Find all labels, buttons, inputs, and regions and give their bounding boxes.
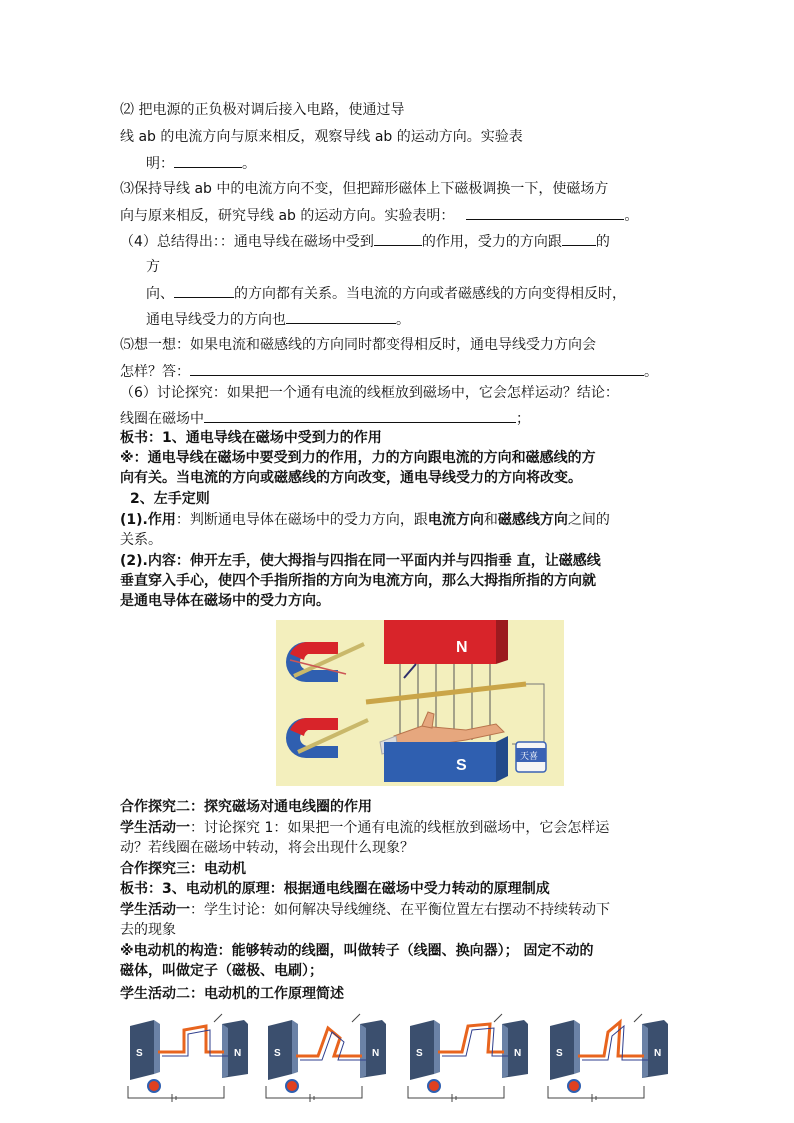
lefthand-use-line2: 关系。 (120, 532, 162, 548)
pole-n-label: N (372, 1048, 380, 1059)
q2-line3 (146, 153, 256, 174)
answer-blank[interactable] (204, 408, 516, 423)
q3-line2-post: 。 (624, 208, 639, 224)
q3-line2 (120, 205, 638, 226)
q6-line1: （6）讨论探究：如果把一个通有电流的线框放到磁场中，它会怎样运动？结论： (120, 385, 619, 401)
q4-line1-b: 的作用，受力的方向跟 (421, 234, 562, 250)
coop2-title: 合作探究二：探究磁场对通电线圈的作用 (120, 799, 372, 815)
pole-s-label: S (456, 757, 467, 774)
lefthand-content1: (2).内容：伸开左手，使大拇指与四指在同一平面内并与四指垂 直，让磁感线 (120, 553, 601, 569)
lefthand-use-c: 电流方向 (427, 512, 484, 528)
pole-n-label: N (234, 1048, 242, 1059)
board1-line1: ※：通电导线在磁场中要受到力的作用，力的方向跟电流的方向和磁感线的方 (120, 450, 596, 466)
q4-line1-c: 的 (595, 234, 610, 250)
coop3-act1-line2: 去的现象 (120, 922, 176, 938)
q5-line2 (120, 361, 658, 382)
q4-line4 (146, 309, 410, 330)
answer-blank[interactable] (466, 205, 624, 220)
q3-line2-pre: 向与原来相反，研究导线 ab 的运动方向。实验表明： (120, 208, 455, 224)
q4-line2: 方 (146, 259, 160, 275)
q6-line2-post: ； (516, 411, 530, 427)
q5-line2-pre: 怎样？答： (120, 364, 190, 380)
pole-s-label: S (416, 1048, 423, 1059)
q4-line3-a: 向、 (146, 286, 174, 302)
coop3-act2: 学生活动二：电动机的工作原理简述 (120, 986, 344, 1002)
answer-blank[interactable] (374, 231, 422, 246)
magnet-north-pole (384, 620, 508, 664)
coop3-act1-b: ：学生讨论：如何解决导线缠绕、在平衡位置左右摆动不持续转动下 (190, 902, 610, 918)
lefthand-use-f: 之间的 (567, 512, 610, 528)
motor-stage-figure-2 (262, 1012, 394, 1104)
q4-line4-post: 。 (396, 312, 410, 328)
lefthand-title: 2、左手定则 (130, 491, 210, 507)
commutator-icon (568, 1080, 580, 1092)
lefthand-content3: 是通电导体在磁场中的受力方向。 (120, 593, 330, 609)
lefthand-use (120, 510, 610, 530)
q3-line1: ⑶保持导线 ab 中的电流方向不变，但把蹄形磁体上下磁极调换一下，使磁场方 (120, 181, 609, 197)
pole-n-label: N (514, 1048, 522, 1059)
motor-stage-figure-3 (404, 1012, 536, 1104)
coop2-act1-line2: 动？若线圈在磁场中转动，将会出现什么现象？ (120, 840, 414, 856)
motor-stage-figure-1 (124, 1012, 256, 1104)
lefthand-use-b: ：判断通电导体在磁场中的受力方向，跟 (175, 512, 428, 528)
board1-line2: 向有关。当电流的方向或磁感线的方向改变，通电导线受力的方向将改变。 (120, 470, 582, 486)
q5-line2-post: 。 (644, 364, 658, 380)
battery-can-icon (516, 742, 546, 772)
q5-line1: ⑸想一想：如果电流和磁感线的方向同时都变得相反时，通电导线受力方向会 (120, 337, 596, 353)
commutator-icon (286, 1080, 298, 1092)
coop2-act1-b: ：讨论探究 1：如果把一个通有电流的线框放到磁场中，它会怎样运 (190, 820, 610, 836)
answer-blank[interactable] (190, 361, 644, 376)
coop3-title: 合作探究三：电动机 (120, 861, 246, 877)
answer-blank[interactable] (174, 153, 242, 168)
coop2-act1-a: 学生活动一 (120, 820, 190, 836)
coop3-act1 (120, 900, 610, 920)
pole-n-label: N (654, 1048, 662, 1059)
coop3-struct2: 磁体，叫做定子（磁极、电刷）； (120, 963, 323, 979)
motor-stage-figure-4 (544, 1012, 676, 1104)
commutator-icon (428, 1080, 440, 1092)
q4-line3-b: 的方向都有关系。当电流的方向或者磁感线的方向变得相反时， (234, 286, 626, 302)
coop2-act1 (120, 818, 609, 838)
left-hand-rule-figure (276, 620, 564, 786)
q2-line1: ⑵ 把电源的正负极对调后接入电路，使通过导 (120, 102, 405, 118)
lefthand-use-d: 和 (483, 512, 498, 528)
q6-line2-pre: 线圈在磁场中 (120, 411, 204, 427)
pole-n-label: N (456, 639, 468, 656)
lefthand-use-a: (1).作用 (120, 512, 176, 528)
magnet-south-pole (384, 736, 508, 782)
q4-line4-pre: 通电导线受力的方向也 (146, 312, 286, 328)
lefthand-use-e: 磁感线方向 (497, 512, 568, 528)
can-label: 天喜 (520, 752, 539, 762)
coop3-act1-a: 学生活动一 (120, 902, 190, 918)
pole-s-label: S (136, 1048, 143, 1059)
answer-blank[interactable] (562, 231, 596, 246)
board1-title: 板书：1、通电导线在磁场中受到力的作用 (120, 430, 382, 446)
coop3-struct1: ※电动机的构造：能够转动的线圈，叫做转子（线圈、换向器）； 固定不动的 (120, 943, 594, 959)
q2-line2: 线 ab 的电流方向与原来相反，观察导线 ab 的运动方向。实验表 (120, 129, 523, 145)
lefthand-content2: 垂直穿入手心，使四个手指所指的方向为电流方向，那么大拇指所指的方向就 (120, 573, 596, 589)
q6-line2 (120, 408, 530, 429)
pole-s-label: S (274, 1048, 281, 1059)
pole-s-label: S (556, 1048, 563, 1059)
commutator-icon (148, 1080, 160, 1092)
answer-blank[interactable] (286, 309, 396, 324)
answer-blank[interactable] (174, 283, 234, 298)
q2-line3-post: 。 (242, 156, 256, 172)
q4-line1 (120, 231, 610, 252)
q4-line3 (146, 283, 626, 304)
coop3-board: 板书：3、电动机的原理：根据通电线圈在磁场中受力转动的原理制成 (120, 881, 550, 897)
q4-line1-a: （4）总结得出：：通电导线在磁场中受到 (120, 234, 374, 250)
q2-line3-pre: 明： (146, 156, 174, 172)
